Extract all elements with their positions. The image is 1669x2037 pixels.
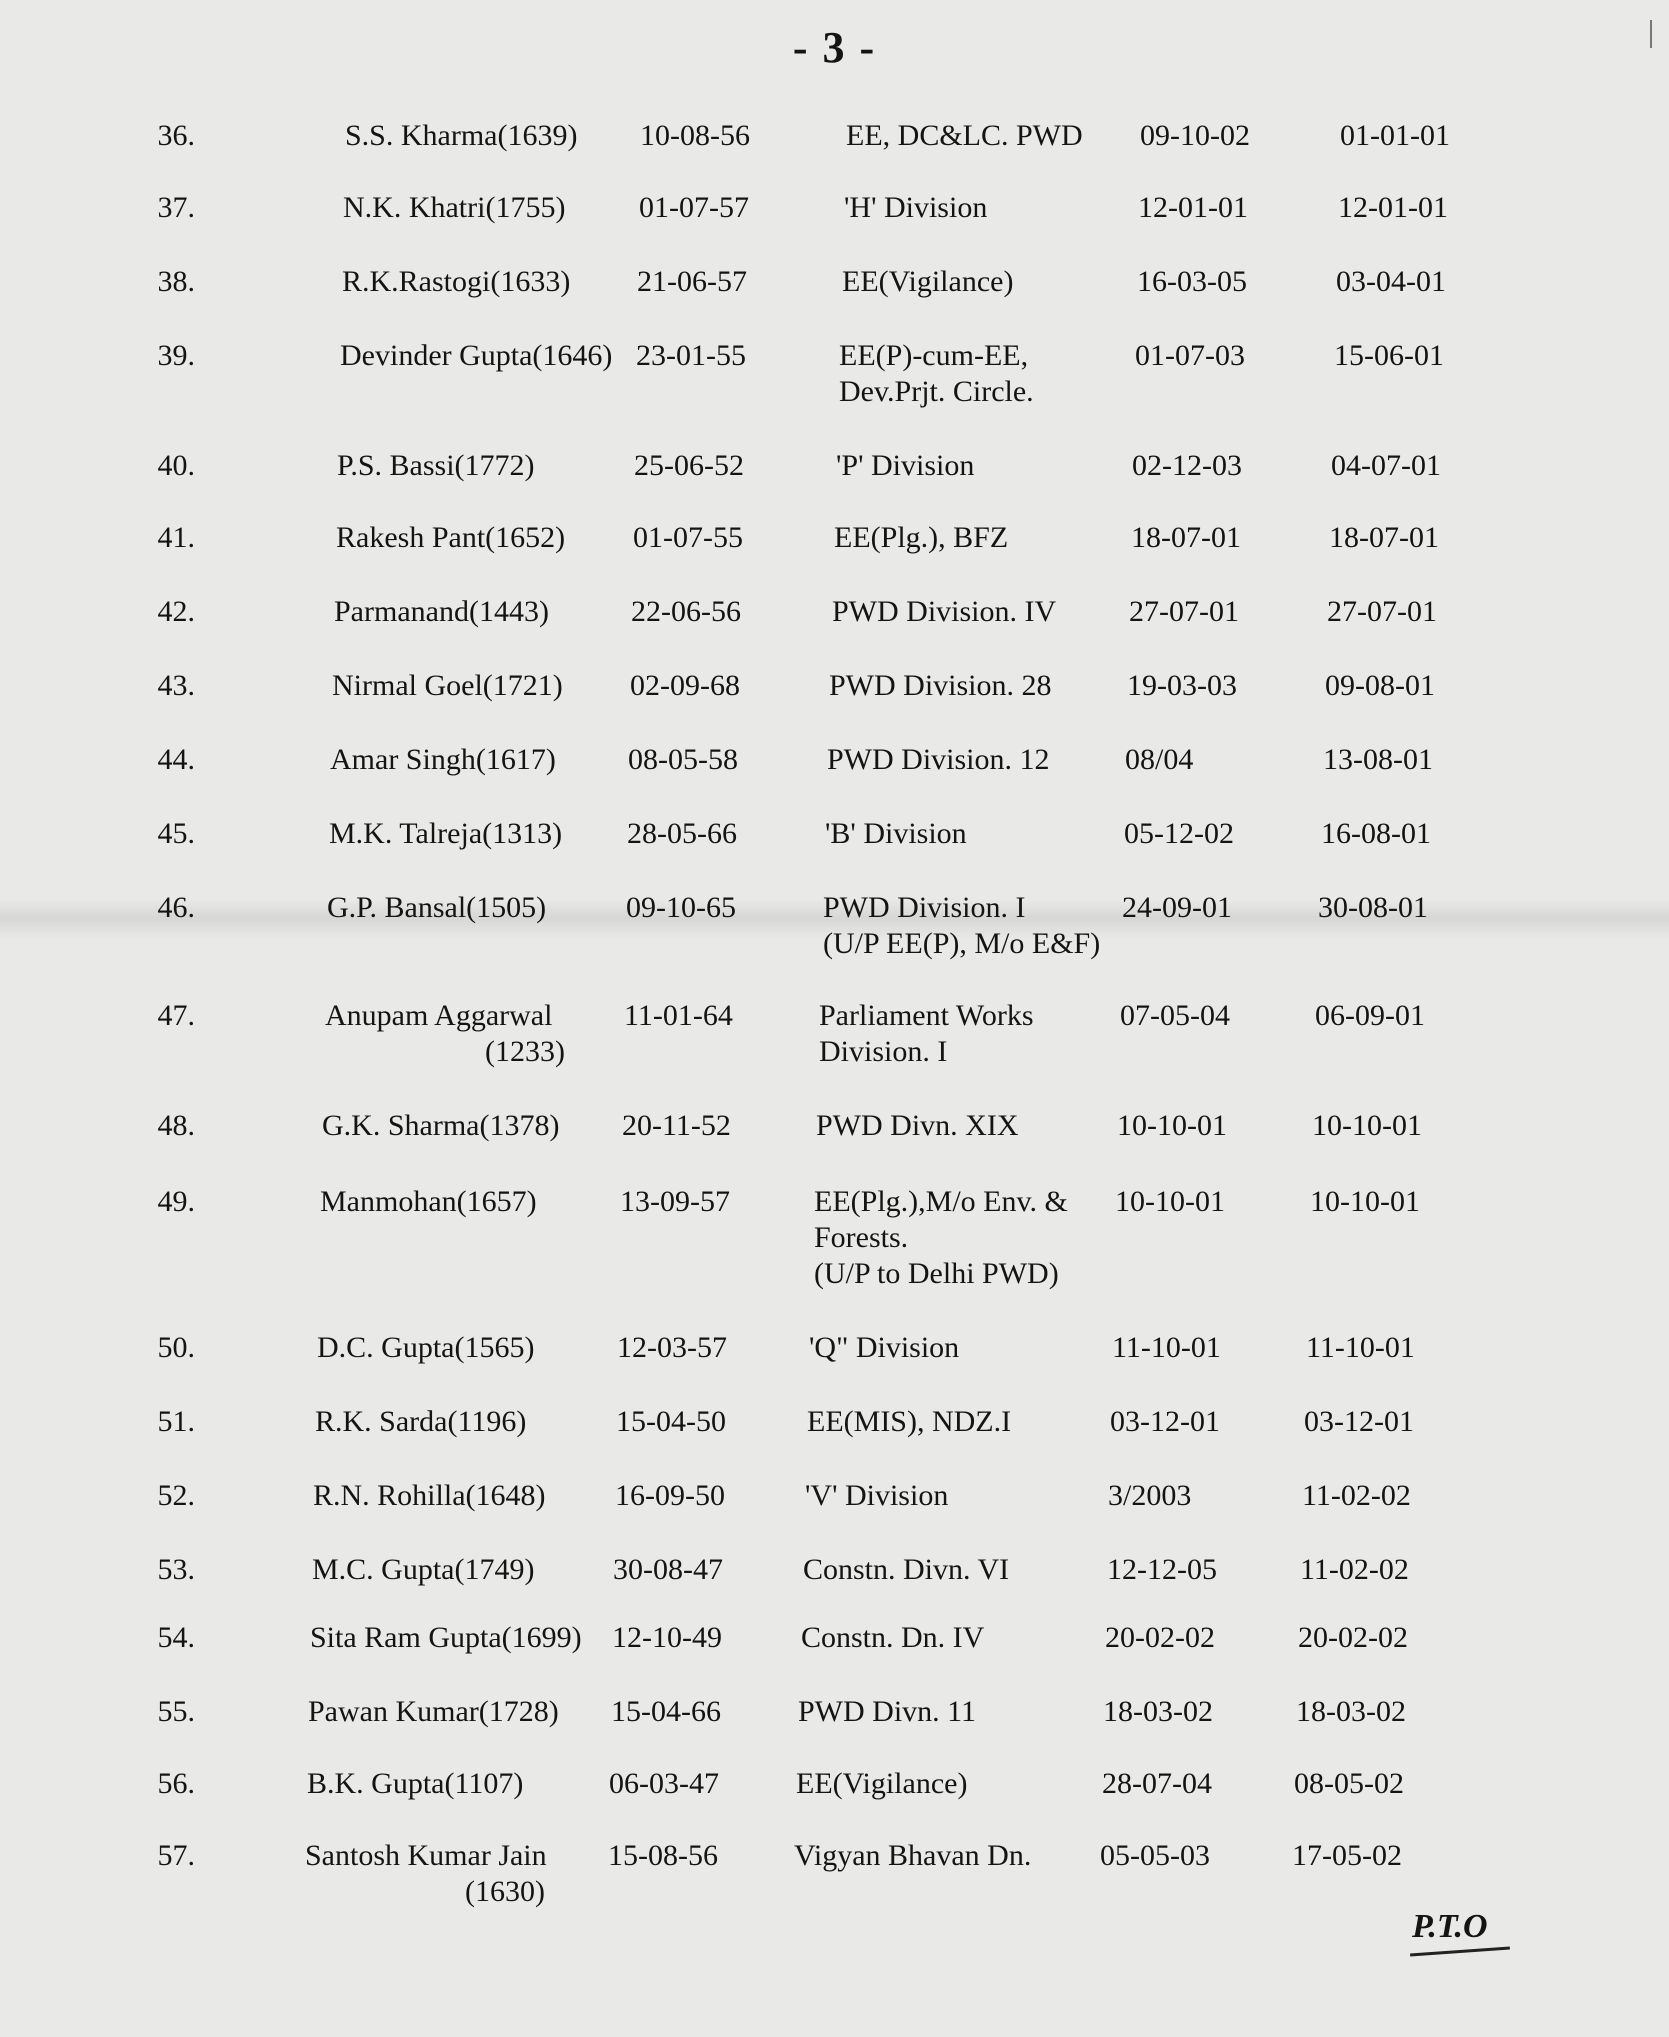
date-of-birth: 30-08-47	[613, 1553, 723, 1586]
date-of-birth: 01-07-55	[633, 521, 743, 554]
date-promotion: 18-07-01	[1329, 521, 1439, 554]
posting-line: EE(Plg.),M/o Env. &	[814, 1185, 1068, 1218]
posting-line: Dev.Prjt. Circle.	[839, 375, 1034, 408]
date-promotion: 11-02-02	[1300, 1553, 1409, 1586]
row-number: 39.	[157, 339, 195, 372]
officer-name: (1233)	[485, 1035, 565, 1068]
posting-line: EE(Plg.), BFZ	[834, 521, 1009, 554]
officer-name: Nirmal Goel(1721)	[332, 669, 563, 702]
officer-name: B.K. Gupta(1107)	[307, 1767, 524, 1800]
date-posting: 24-09-01	[1122, 891, 1232, 924]
row-number: 56.	[157, 1767, 195, 1800]
posting-line: 'P' Division	[836, 449, 975, 482]
officer-name: G.P. Bansal(1505)	[327, 891, 547, 924]
date-posting: 05-12-02	[1124, 817, 1234, 850]
posting-line: PWD Division. 12	[827, 743, 1050, 776]
date-of-birth: 15-04-50	[616, 1405, 726, 1438]
officer-name: N.K. Khatri(1755)	[343, 191, 566, 224]
date-posting: 28-07-04	[1102, 1767, 1212, 1800]
officer-name: Manmohan(1657)	[320, 1185, 537, 1218]
date-posting: 16-03-05	[1137, 265, 1247, 298]
row-number: 44.	[157, 743, 195, 776]
officer-name: Pawan Kumar(1728)	[308, 1695, 559, 1728]
row-number: 40.	[157, 449, 195, 482]
date-posting: 03-12-01	[1110, 1405, 1220, 1438]
posting-line: Constn. Dn. IV	[801, 1621, 985, 1654]
date-of-birth: 11-01-64	[624, 999, 733, 1032]
date-promotion: 27-07-01	[1327, 595, 1437, 628]
posting-line: 'B' Division	[825, 817, 967, 850]
posting-line: EE, DC&LC. PWD	[846, 119, 1083, 152]
posting-line: Vigyan Bhavan Dn.	[794, 1839, 1032, 1872]
officer-name: R.K.Rastogi(1633)	[342, 265, 571, 298]
date-promotion: 17-05-02	[1292, 1839, 1402, 1872]
date-of-birth: 06-03-47	[609, 1767, 719, 1800]
officer-name: S.S. Kharma(1639)	[345, 119, 578, 152]
date-promotion: 03-04-01	[1336, 265, 1446, 298]
date-posting: 10-10-01	[1117, 1109, 1227, 1142]
date-posting: 05-05-03	[1100, 1839, 1210, 1872]
posting-line: 'Q" Division	[809, 1331, 960, 1364]
posting-line: PWD Division. 28	[829, 669, 1052, 702]
date-of-birth: 02-09-68	[630, 669, 740, 702]
date-of-birth: 28-05-66	[627, 817, 737, 850]
pto-note: P.T.O	[1412, 1908, 1488, 1945]
date-posting: 27-07-01	[1129, 595, 1239, 628]
row-number: 43.	[157, 669, 195, 702]
date-posting: 07-05-04	[1120, 999, 1230, 1032]
date-promotion: 10-10-01	[1312, 1109, 1422, 1142]
row-number: 53.	[157, 1553, 195, 1586]
date-posting: 10-10-01	[1115, 1185, 1225, 1218]
officer-name: (1630)	[465, 1875, 545, 1908]
date-promotion: 09-08-01	[1325, 669, 1435, 702]
posting-line: PWD Divn. XIX	[816, 1109, 1019, 1142]
date-of-birth: 22-06-56	[631, 595, 741, 628]
officer-name: R.K. Sarda(1196)	[315, 1405, 527, 1438]
posting-line: EE(Vigilance)	[796, 1767, 968, 1800]
date-of-birth: 12-10-49	[612, 1621, 722, 1654]
row-number: 47.	[157, 999, 195, 1032]
posting-line: 'H' Division	[844, 191, 988, 224]
date-posting: 08/04	[1125, 743, 1194, 776]
edge-mark	[1650, 20, 1652, 48]
date-of-birth: 12-03-57	[617, 1331, 727, 1364]
posting-line: Constn. Divn. VI	[803, 1553, 1010, 1586]
date-of-birth: 01-07-57	[639, 191, 749, 224]
row-number: 49.	[157, 1185, 195, 1218]
posting-line: (U/P EE(P), M/o E&F)	[823, 927, 1101, 960]
date-promotion: 01-01-01	[1340, 119, 1450, 152]
row-number: 42.	[157, 595, 195, 628]
posting-line: PWD Divn. 11	[798, 1695, 977, 1728]
posting-line: Forests.	[814, 1221, 909, 1254]
officer-name: Anupam Aggarwal	[325, 999, 553, 1032]
row-number: 50.	[157, 1331, 195, 1364]
date-posting: 11-10-01	[1112, 1331, 1221, 1364]
date-promotion: 08-05-02	[1294, 1767, 1404, 1800]
date-of-birth: 25-06-52	[634, 449, 744, 482]
date-promotion: 04-07-01	[1331, 449, 1441, 482]
officer-name: Amar Singh(1617)	[330, 743, 556, 776]
posting-line: EE(MIS), NDZ.I	[807, 1405, 1012, 1438]
date-of-birth: 10-08-56	[640, 119, 750, 152]
date-of-birth: 08-05-58	[628, 743, 738, 776]
date-of-birth: 23-01-55	[636, 339, 746, 372]
row-number: 54.	[157, 1621, 195, 1654]
page-number: - 3 -	[792, 23, 877, 72]
date-posting: 12-12-05	[1107, 1553, 1217, 1586]
officer-name: Rakesh Pant(1652)	[336, 521, 566, 554]
row-number: 48.	[157, 1109, 195, 1142]
row-number: 46.	[157, 891, 195, 924]
date-posting: 20-02-02	[1105, 1621, 1215, 1654]
posting-line: (U/P to Delhi PWD)	[814, 1257, 1059, 1290]
officer-name: G.K. Sharma(1378)	[322, 1109, 560, 1142]
posting-line: Division. I	[819, 1035, 948, 1068]
date-posting: 02-12-03	[1132, 449, 1242, 482]
date-of-birth: 13-09-57	[620, 1185, 730, 1218]
date-promotion: 15-06-01	[1334, 339, 1444, 372]
date-posting: 12-01-01	[1138, 191, 1248, 224]
posting-line: 'V' Division	[805, 1479, 949, 1512]
date-of-birth: 16-09-50	[615, 1479, 725, 1512]
officer-name: Santosh Kumar Jain	[305, 1839, 547, 1872]
row-number: 37.	[157, 191, 195, 224]
date-promotion: 16-08-01	[1321, 817, 1431, 850]
row-number: 52.	[157, 1479, 195, 1512]
date-posting: 19-03-03	[1127, 669, 1237, 702]
date-of-birth: 09-10-65	[626, 891, 736, 924]
date-posting: 18-03-02	[1103, 1695, 1213, 1728]
date-posting: 18-07-01	[1131, 521, 1241, 554]
row-number: 51.	[157, 1405, 195, 1438]
date-promotion: 10-10-01	[1310, 1185, 1420, 1218]
officer-name: Devinder Gupta(1646)	[340, 339, 613, 372]
row-number: 57.	[157, 1839, 195, 1872]
posting-line: Parliament Works	[819, 999, 1034, 1032]
row-number: 41.	[157, 521, 195, 554]
posting-line: PWD Division. I	[823, 891, 1026, 924]
date-promotion: 30-08-01	[1318, 891, 1428, 924]
date-posting: 3/2003	[1108, 1479, 1192, 1512]
date-posting: 09-10-02	[1140, 119, 1250, 152]
date-of-birth: 15-04-66	[611, 1695, 721, 1728]
date-of-birth: 15-08-56	[608, 1839, 718, 1872]
date-promotion: 13-08-01	[1323, 743, 1433, 776]
date-promotion: 11-10-01	[1306, 1331, 1415, 1364]
date-promotion: 03-12-01	[1304, 1405, 1414, 1438]
date-promotion: 12-01-01	[1338, 191, 1448, 224]
posting-line: EE(P)-cum-EE,	[839, 339, 1029, 372]
pto-underline	[1410, 1947, 1510, 1957]
officer-name: D.C. Gupta(1565)	[317, 1331, 535, 1364]
date-promotion: 06-09-01	[1315, 999, 1425, 1032]
posting-line: PWD Division. IV	[832, 595, 1057, 628]
row-number: 45.	[157, 817, 195, 850]
officer-name: Parmanand(1443)	[334, 595, 549, 628]
row-number: 55.	[157, 1695, 195, 1728]
date-of-birth: 20-11-52	[622, 1109, 731, 1142]
row-number: 36.	[157, 119, 195, 152]
date-posting: 01-07-03	[1135, 339, 1245, 372]
date-promotion: 11-02-02	[1302, 1479, 1411, 1512]
officer-name: R.N. Rohilla(1648)	[313, 1479, 546, 1512]
row-number: 38.	[157, 265, 195, 298]
date-promotion: 18-03-02	[1296, 1695, 1406, 1728]
officer-name: P.S. Bassi(1772)	[337, 449, 535, 482]
officer-name: Sita Ram Gupta(1699)	[310, 1621, 582, 1654]
date-promotion: 20-02-02	[1298, 1621, 1408, 1654]
officer-name: M.C. Gupta(1749)	[312, 1553, 535, 1586]
date-of-birth: 21-06-57	[637, 265, 747, 298]
posting-line: EE(Vigilance)	[842, 265, 1014, 298]
officer-name: M.K. Talreja(1313)	[329, 817, 563, 850]
